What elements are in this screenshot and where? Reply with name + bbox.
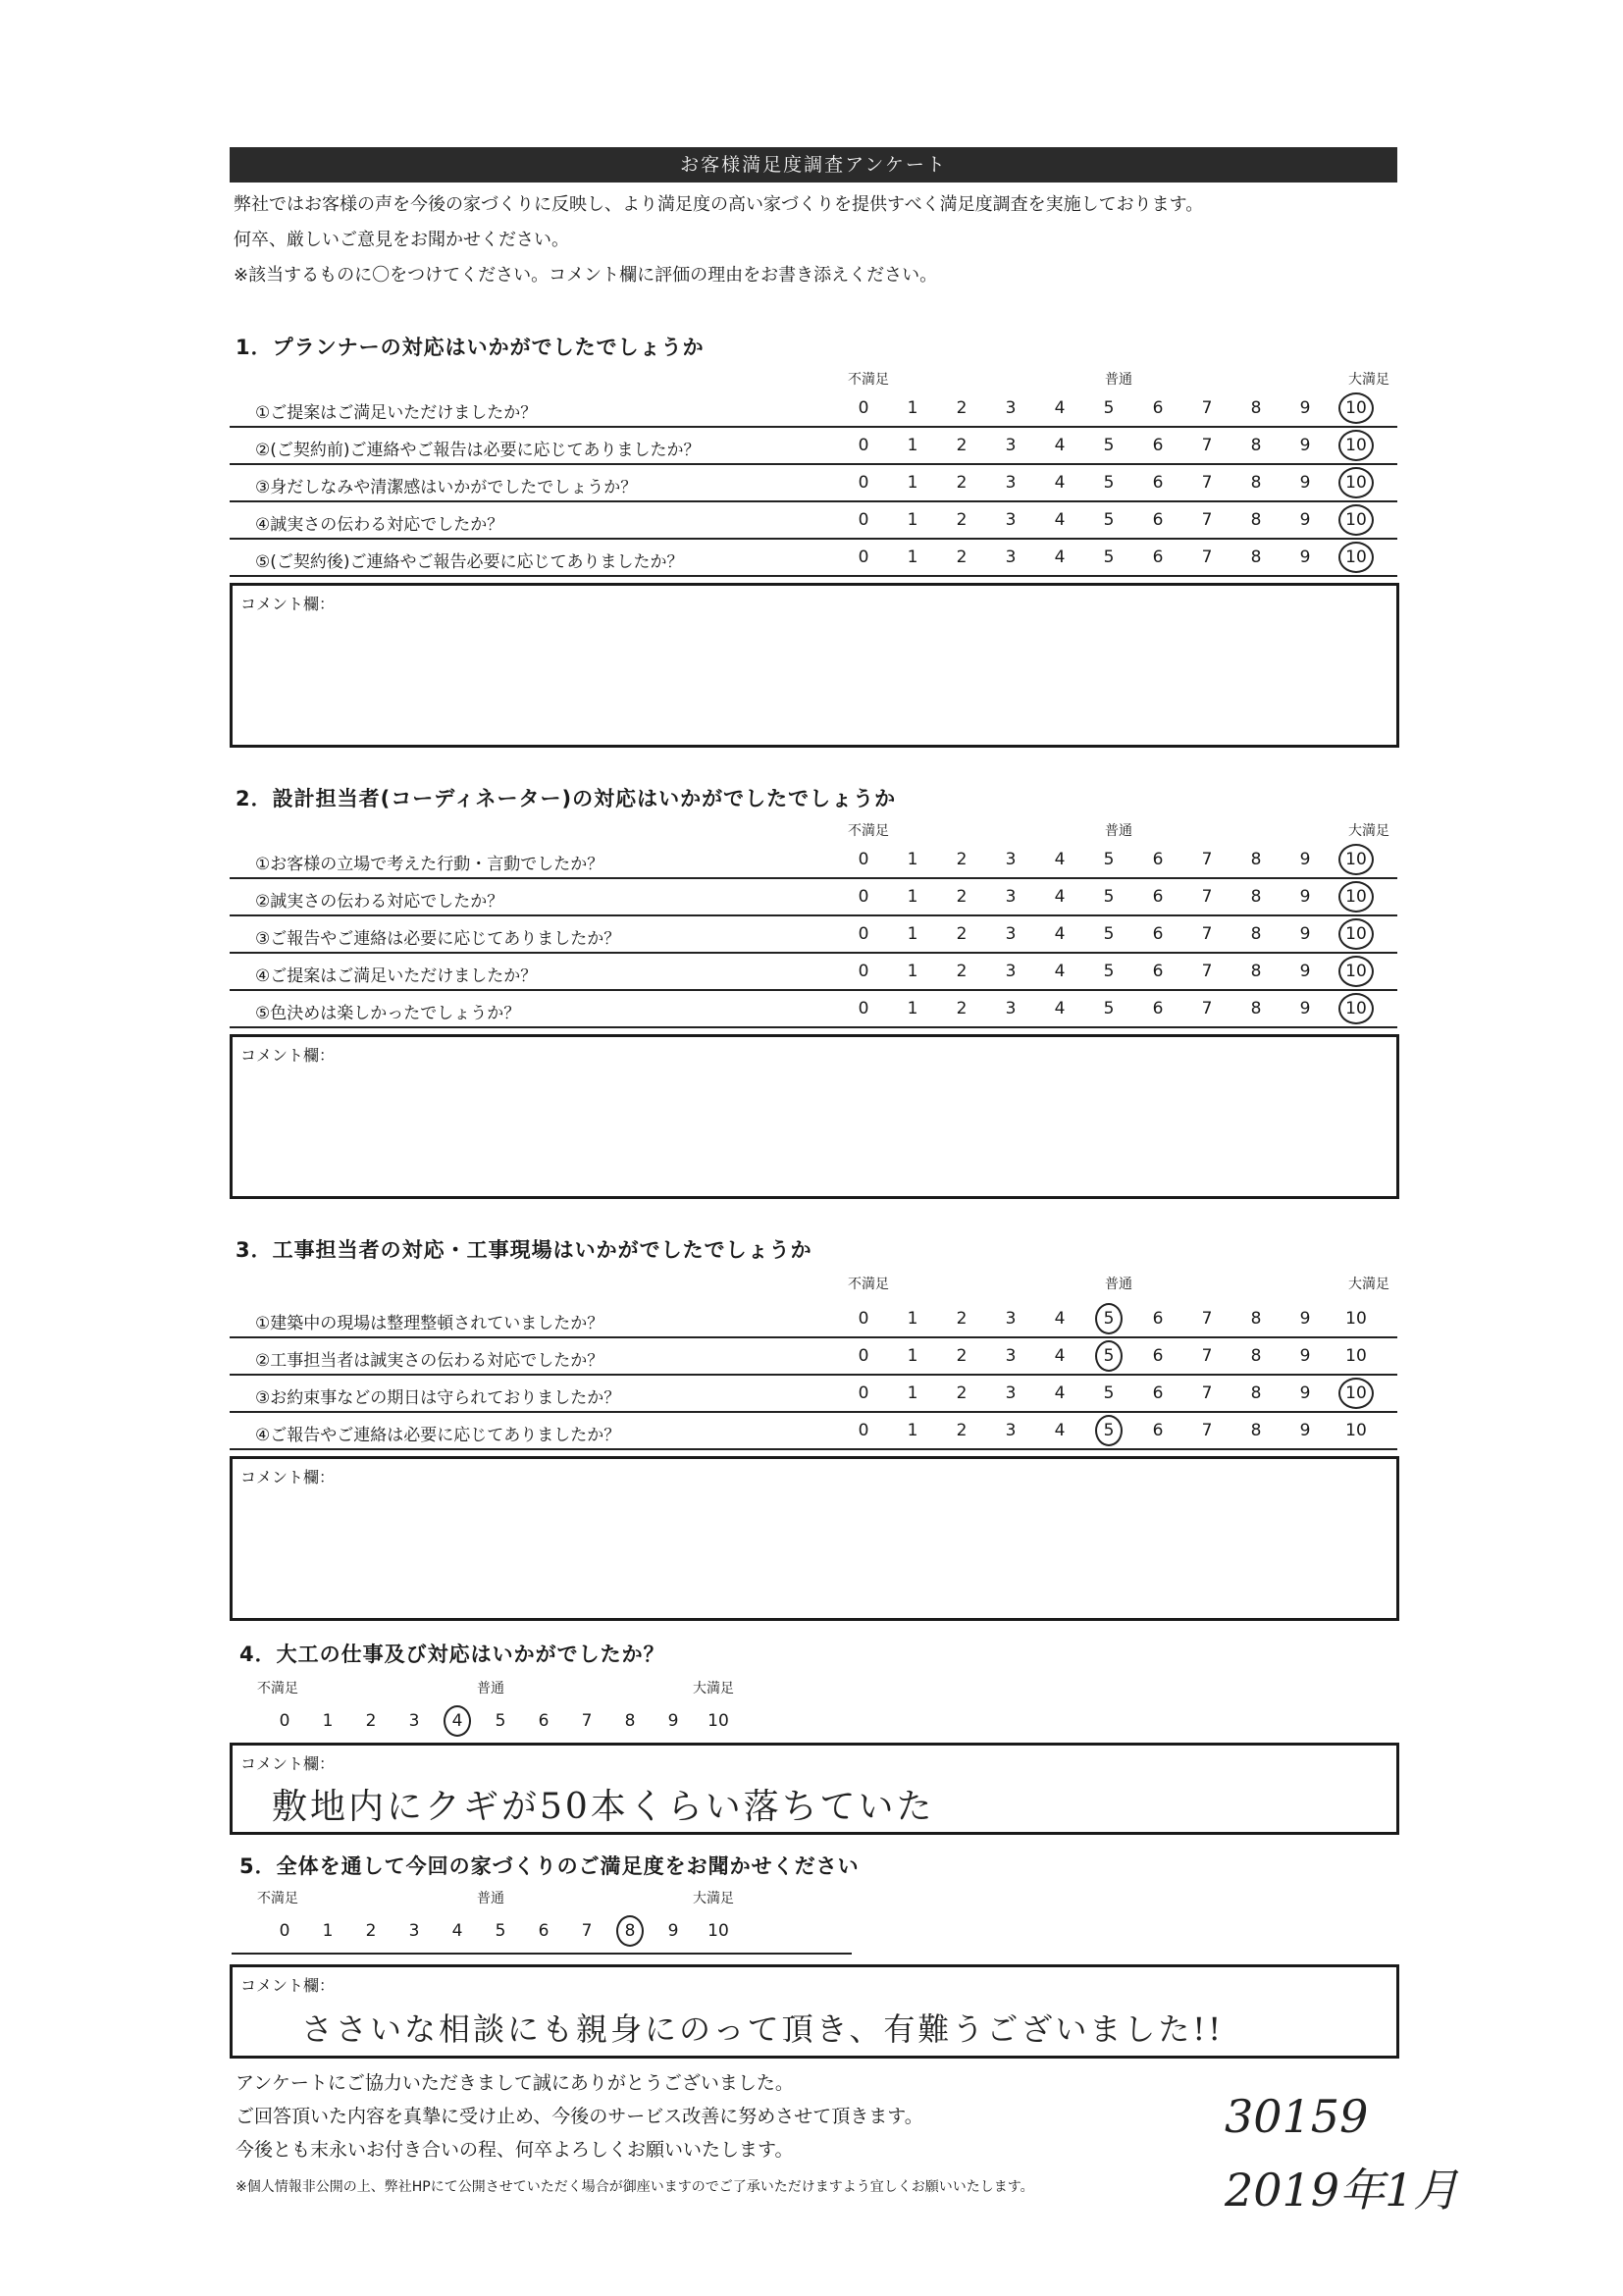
- question-row-divider: [230, 1374, 1397, 1376]
- scale-option-8[interactable]: 8: [1250, 436, 1262, 455]
- selected-circle-mark: [616, 1915, 644, 1947]
- scale-option-7[interactable]: 7: [1201, 436, 1213, 455]
- scale-option-0[interactable]: 0: [858, 999, 869, 1018]
- scale-option-0[interactable]: 0: [858, 887, 869, 907]
- question-row-divider: [230, 426, 1397, 428]
- scale-option-7[interactable]: 7: [1201, 1421, 1213, 1440]
- question-row-divider: [230, 1026, 1397, 1028]
- scale-option-0[interactable]: 0: [858, 962, 869, 981]
- scale-option-7[interactable]: 7: [1201, 548, 1213, 567]
- scale-option-7[interactable]: 7: [1201, 887, 1213, 907]
- scale-option-8[interactable]: 8: [1250, 1309, 1262, 1329]
- scale-mid-label: 普通: [1105, 1277, 1132, 1292]
- intro-line-2: 何卒、厳しいご意見をお聞かせください。: [234, 230, 569, 250]
- section-4-handwritten-comment: 敷地内にクギが50本くらい落ちていた: [272, 1787, 935, 1827]
- scale-option-9[interactable]: 9: [1299, 510, 1311, 530]
- scale-option-8[interactable]: 8: [610, 1921, 650, 1941]
- section-4-title: 4．大工の仕事及び対応はいかがでしたか？: [239, 1643, 665, 1666]
- section-2-comment-box[interactable]: [230, 1034, 1399, 1199]
- scale-option-3[interactable]: 3: [1005, 962, 1017, 981]
- scale-option-1[interactable]: 1: [907, 1421, 918, 1440]
- scale-option-1[interactable]: 1: [907, 548, 918, 567]
- question-row-divider: [230, 989, 1397, 991]
- closing-line-2: ご回答頂いた内容を真摯に受け止め、今後のサービス改善に努めさせて頂きます。: [236, 2106, 923, 2127]
- selected-circle-mark: [1338, 881, 1374, 913]
- scale-option-4[interactable]: 4: [1054, 1421, 1066, 1440]
- comment-label: コメント欄：: [240, 1754, 336, 1773]
- intro-line-3: ※該当するものに〇をつけてください。コメント欄に評価の理由をお書き添えください。: [234, 265, 938, 286]
- scale-option-5[interactable]: 5: [1103, 510, 1115, 530]
- scale-option-5[interactable]: 5: [1103, 850, 1115, 869]
- question-label: ②(ご契約前)ご連絡やご報告は必要に応じてありましたか？: [255, 441, 701, 460]
- intro-line-1: 弊社ではお客様の声を今後の家づくりに反映し、より満足度の高い家づくりを提供すべく満足度調査を実施しております。: [234, 194, 1204, 215]
- scale-option-3[interactable]: 3: [1005, 436, 1017, 455]
- scale-option-7[interactable]: 7: [1201, 1383, 1213, 1403]
- scale-low-label: 不満足: [848, 372, 889, 388]
- question-label: ④ご提案はご満足いただけましたか？: [255, 966, 538, 986]
- scale-option-5[interactable]: 5: [1103, 548, 1115, 567]
- scale-option-7[interactable]: 7: [1201, 924, 1213, 944]
- question-row-divider: [230, 500, 1397, 502]
- scale-option-9[interactable]: 9: [1299, 1309, 1311, 1329]
- scale-option-10[interactable]: 10: [1345, 1346, 1367, 1366]
- scale-option-0[interactable]: 0: [858, 510, 869, 530]
- scale-option-7[interactable]: 7: [581, 1711, 593, 1731]
- survey-title-bar: お客様満足度調査アンケート: [230, 147, 1397, 183]
- question-label: ③身だしなみや清潔感はいかがでしたでしょうか？: [255, 478, 638, 497]
- scale-option-4[interactable]: 4: [1054, 398, 1066, 418]
- scale-option-2[interactable]: 2: [365, 1711, 377, 1731]
- scale-option-0[interactable]: 0: [858, 1421, 869, 1440]
- scale-option-10[interactable]: 10: [707, 1711, 729, 1731]
- scale-option-2[interactable]: 2: [956, 999, 968, 1018]
- scale-option-4[interactable]: 4: [1054, 999, 1066, 1018]
- question-label: ②誠実さの伝わる対応でしたか？: [255, 892, 504, 912]
- section-5-handwritten-comment: ささいな相談にも親身にのって頂き、有難うございました!!: [301, 2010, 1225, 2048]
- scale-option-4[interactable]: 4: [438, 1711, 477, 1731]
- scale-option-5[interactable]: 5: [1103, 887, 1115, 907]
- scale-option-8[interactable]: 8: [1250, 1346, 1262, 1366]
- scale-low-label: 不満足: [848, 823, 889, 839]
- scale-mid-label: 普通: [1105, 823, 1132, 839]
- scale-low-label: 不満足: [257, 1891, 298, 1906]
- question-row-divider: [230, 1336, 1397, 1338]
- scale-option-1[interactable]: 1: [907, 1309, 918, 1329]
- scale-option-7[interactable]: 7: [581, 1921, 593, 1941]
- scale-option-6[interactable]: 6: [1152, 1309, 1164, 1329]
- scale-option-9[interactable]: 9: [1299, 850, 1311, 869]
- scale-option-8[interactable]: 8: [1250, 962, 1262, 981]
- scale-option-2[interactable]: 2: [956, 1421, 968, 1440]
- question-row-divider: [230, 1448, 1397, 1450]
- scale-option-5[interactable]: 5: [1103, 924, 1115, 944]
- selected-circle-mark: [1095, 1303, 1123, 1334]
- scale-option-5[interactable]: 5: [1103, 436, 1115, 455]
- scale-option-10[interactable]: 10: [1336, 924, 1376, 944]
- scale-option-6[interactable]: 6: [538, 1921, 550, 1941]
- scale-option-1[interactable]: 1: [907, 436, 918, 455]
- scale-option-3[interactable]: 3: [1005, 887, 1017, 907]
- scale-option-9[interactable]: 9: [1299, 548, 1311, 567]
- selected-circle-mark: [1338, 542, 1374, 573]
- section-2-title: 2．設計担当者(コーディネーター)の対応はいかがでしたでしょうか: [236, 787, 897, 810]
- scale-option-3[interactable]: 3: [1005, 548, 1017, 567]
- scale-option-9[interactable]: 9: [1299, 999, 1311, 1018]
- scale-option-4[interactable]: 4: [1054, 962, 1066, 981]
- scale-option-0[interactable]: 0: [858, 473, 869, 493]
- scale-option-1[interactable]: 1: [907, 1346, 918, 1366]
- scale-option-4[interactable]: 4: [1054, 1346, 1066, 1366]
- scale-option-4[interactable]: 4: [1054, 548, 1066, 567]
- section-3-title: 3．工事担当者の対応・工事現場はいかがでしたでしょうか: [236, 1238, 812, 1262]
- question-label: ⑤色決めは楽しかったでしょうか？: [255, 1004, 521, 1023]
- scale-option-10[interactable]: 10: [1336, 887, 1376, 907]
- scale-option-5[interactable]: 5: [1103, 999, 1115, 1018]
- comment-label: コメント欄：: [240, 1468, 336, 1487]
- scale-option-9[interactable]: 9: [1299, 887, 1311, 907]
- scale-option-0[interactable]: 0: [279, 1921, 290, 1941]
- scale-option-10[interactable]: 10: [1336, 999, 1376, 1018]
- question-label: ①建築中の現場は整理整頓されていましたか？: [255, 1314, 604, 1333]
- scale-option-2[interactable]: 2: [956, 548, 968, 567]
- scale-option-6[interactable]: 6: [1152, 473, 1164, 493]
- question-row-divider: [230, 463, 1397, 465]
- scale-option-4[interactable]: 4: [451, 1921, 463, 1941]
- scale-option-0[interactable]: 0: [858, 398, 869, 418]
- question-label: ⑤(ご契約後)ご連絡やご報告必要に応じてありましたか？: [255, 552, 684, 572]
- scale-option-5[interactable]: 5: [1089, 1309, 1128, 1329]
- question-label: ④誠実さの伝わる対応でしたか？: [255, 515, 504, 535]
- scale-option-8[interactable]: 8: [1250, 924, 1262, 944]
- scale-option-7[interactable]: 7: [1201, 962, 1213, 981]
- scale-option-6[interactable]: 6: [1152, 510, 1164, 530]
- scale-high-label: 大満足: [1348, 823, 1389, 839]
- scale-option-8[interactable]: 8: [1250, 510, 1262, 530]
- scale-option-9[interactable]: 9: [1299, 1421, 1311, 1440]
- scale-option-10[interactable]: 10: [1336, 510, 1376, 530]
- selected-circle-mark: [1338, 504, 1374, 536]
- scale-option-5[interactable]: 5: [495, 1711, 506, 1731]
- closing-line-1: アンケートにご協力いただきまして誠にありがとうございました。: [236, 2072, 794, 2094]
- section-5-divider: [232, 1953, 852, 1955]
- comment-label: コメント欄：: [240, 1976, 336, 1995]
- question-row-divider: [230, 538, 1397, 540]
- scale-option-3[interactable]: 3: [1005, 1421, 1017, 1440]
- selected-circle-mark: [1338, 1378, 1374, 1409]
- scale-option-1[interactable]: 1: [322, 1711, 334, 1731]
- scale-option-0[interactable]: 0: [858, 924, 869, 944]
- scale-option-8[interactable]: 8: [1250, 1383, 1262, 1403]
- scale-option-9[interactable]: 9: [1299, 1346, 1311, 1366]
- selected-circle-mark: [1338, 430, 1374, 461]
- scale-option-8[interactable]: 8: [1250, 398, 1262, 418]
- scale-option-3[interactable]: 3: [1005, 510, 1017, 530]
- scale-option-5[interactable]: 5: [1089, 1346, 1128, 1366]
- scale-option-10[interactable]: 10: [707, 1921, 729, 1941]
- scale-option-4[interactable]: 4: [1054, 436, 1066, 455]
- comment-label: コメント欄：: [240, 1046, 336, 1065]
- scale-option-0[interactable]: 0: [858, 1346, 869, 1366]
- question-row-divider: [230, 575, 1397, 577]
- question-label: ④ご報告やご連絡は必要に応じてありましたか？: [255, 1426, 621, 1445]
- question-label: ③お約束事などの期日は守られておりましたか？: [255, 1388, 621, 1408]
- scale-option-4[interactable]: 4: [1054, 510, 1066, 530]
- scale-option-5[interactable]: 5: [495, 1921, 506, 1941]
- selected-circle-mark: [1338, 956, 1374, 987]
- scale-option-9[interactable]: 9: [1299, 398, 1311, 418]
- question-label: ③ご報告やご連絡は必要に応じてありましたか？: [255, 929, 621, 949]
- scale-option-1[interactable]: 1: [907, 510, 918, 530]
- scale-option-2[interactable]: 2: [956, 473, 968, 493]
- scale-option-3[interactable]: 3: [1005, 850, 1017, 869]
- scale-option-9[interactable]: 9: [1299, 924, 1311, 944]
- section-5-comment-box[interactable]: [230, 1964, 1399, 2059]
- scale-option-10[interactable]: 10: [1345, 1309, 1367, 1329]
- scale-option-6[interactable]: 6: [538, 1711, 550, 1731]
- question-row-divider: [230, 914, 1397, 916]
- scale-option-4[interactable]: 4: [1054, 850, 1066, 869]
- selected-circle-mark: [1338, 392, 1374, 424]
- scale-option-9[interactable]: 9: [1299, 1383, 1311, 1403]
- scale-option-7[interactable]: 7: [1201, 999, 1213, 1018]
- scale-option-3[interactable]: 3: [1005, 398, 1017, 418]
- scale-option-8[interactable]: 8: [1250, 473, 1262, 493]
- scale-option-1[interactable]: 1: [322, 1921, 334, 1941]
- question-label: ①お客様の立場で考えた行動・言動でしたか？: [255, 855, 604, 874]
- scale-option-6[interactable]: 6: [1152, 398, 1164, 418]
- scale-option-4[interactable]: 4: [1054, 473, 1066, 493]
- scale-option-6[interactable]: 6: [1152, 1421, 1164, 1440]
- scale-option-10[interactable]: 10: [1336, 962, 1376, 981]
- scale-option-7[interactable]: 7: [1201, 473, 1213, 493]
- question-row-divider: [230, 952, 1397, 954]
- scale-option-7[interactable]: 7: [1201, 1309, 1213, 1329]
- scale-option-6[interactable]: 6: [1152, 1346, 1164, 1366]
- selected-circle-mark: [1095, 1340, 1123, 1372]
- question-row-divider: [230, 1411, 1397, 1413]
- scale-option-10[interactable]: 10: [1336, 398, 1376, 418]
- scale-high-label: 大満足: [1348, 1277, 1389, 1292]
- scale-option-8[interactable]: 8: [1250, 1421, 1262, 1440]
- scale-option-7[interactable]: 7: [1201, 850, 1213, 869]
- question-row-divider: [230, 877, 1397, 879]
- scale-low-label: 不満足: [257, 1681, 298, 1696]
- scale-option-1[interactable]: 1: [907, 473, 918, 493]
- scale-option-8[interactable]: 8: [1250, 850, 1262, 869]
- scale-option-1[interactable]: 1: [907, 850, 918, 869]
- scale-option-1[interactable]: 1: [907, 999, 918, 1018]
- scale-option-8[interactable]: 8: [1250, 548, 1262, 567]
- scale-option-10[interactable]: 10: [1336, 1383, 1376, 1403]
- scale-option-2[interactable]: 2: [365, 1921, 377, 1941]
- scale-option-7[interactable]: 7: [1201, 1346, 1213, 1366]
- scale-option-8[interactable]: 8: [1250, 999, 1262, 1018]
- scale-low-label: 不満足: [848, 1277, 889, 1292]
- scale-option-9[interactable]: 9: [667, 1921, 679, 1941]
- scale-option-0[interactable]: 0: [858, 1309, 869, 1329]
- scale-option-5[interactable]: 5: [1103, 398, 1115, 418]
- selected-circle-mark: [1095, 1415, 1123, 1446]
- scale-option-2[interactable]: 2: [956, 398, 968, 418]
- scale-option-4[interactable]: 4: [1054, 1309, 1066, 1329]
- scale-option-3[interactable]: 3: [408, 1711, 420, 1731]
- scale-mid-label: 普通: [477, 1891, 504, 1906]
- scale-high-label: 大満足: [693, 1681, 734, 1696]
- scale-mid-label: 普通: [477, 1681, 504, 1696]
- scale-option-1[interactable]: 1: [907, 398, 918, 418]
- section-5-title: 5．全体を通して今回の家づくりのご満足度をお聞かせください: [239, 1854, 860, 1878]
- scale-option-3[interactable]: 3: [1005, 1383, 1017, 1403]
- scale-option-2[interactable]: 2: [956, 1309, 968, 1329]
- scale-option-8[interactable]: 8: [1250, 887, 1262, 907]
- scale-option-2[interactable]: 2: [956, 1383, 968, 1403]
- scale-option-3[interactable]: 3: [1005, 1309, 1017, 1329]
- handwritten-id: 30159: [1225, 2090, 1369, 2143]
- closing-line-3: 今後とも末永いお付き合いの程、何卒よろしくお願いいたします。: [236, 2139, 794, 2161]
- scale-option-9[interactable]: 9: [1299, 436, 1311, 455]
- selected-circle-mark: [444, 1705, 471, 1737]
- section-4-comment-box[interactable]: [230, 1743, 1399, 1835]
- scale-option-6[interactable]: 6: [1152, 924, 1164, 944]
- scale-option-3[interactable]: 3: [408, 1921, 420, 1941]
- scale-option-9[interactable]: 9: [1299, 473, 1311, 493]
- question-label: ①ご提案はご満足いただけましたか？: [255, 403, 538, 423]
- scale-option-0[interactable]: 0: [858, 548, 869, 567]
- question-label: ②工事担当者は誠実さの伝わる対応でしたか？: [255, 1351, 604, 1371]
- scale-option-9[interactable]: 9: [667, 1711, 679, 1731]
- selected-circle-mark: [1338, 918, 1374, 950]
- scale-option-6[interactable]: 6: [1152, 436, 1164, 455]
- scale-high-label: 大満足: [693, 1891, 734, 1906]
- scale-option-5[interactable]: 5: [1103, 962, 1115, 981]
- scale-option-1[interactable]: 1: [907, 887, 918, 907]
- scale-option-4[interactable]: 4: [1054, 887, 1066, 907]
- scale-option-6[interactable]: 6: [1152, 850, 1164, 869]
- privacy-footnote: ※個人情報非公開の上、弊社HPにて公開させていただく場合が御座いますのでご了承いただけますよう宜しくお願いいたします。: [236, 2179, 1034, 2195]
- scale-option-7[interactable]: 7: [1201, 398, 1213, 418]
- selected-circle-mark: [1338, 993, 1374, 1024]
- scale-option-10[interactable]: 10: [1336, 850, 1376, 869]
- scale-option-10[interactable]: 10: [1336, 548, 1376, 567]
- scale-option-2[interactable]: 2: [956, 850, 968, 869]
- scale-option-1[interactable]: 1: [907, 924, 918, 944]
- scale-option-4[interactable]: 4: [1054, 1383, 1066, 1403]
- selected-circle-mark: [1338, 844, 1374, 875]
- scale-option-5[interactable]: 5: [1103, 1383, 1115, 1403]
- scale-option-5[interactable]: 5: [1103, 473, 1115, 493]
- scale-option-4[interactable]: 4: [1054, 924, 1066, 944]
- comment-label: コメント欄：: [240, 595, 336, 613]
- scale-option-6[interactable]: 6: [1152, 548, 1164, 567]
- scale-option-10[interactable]: 10: [1345, 1421, 1367, 1440]
- scale-option-9[interactable]: 9: [1299, 962, 1311, 981]
- scale-option-10[interactable]: 10: [1336, 473, 1376, 493]
- scale-option-8[interactable]: 8: [624, 1711, 636, 1731]
- scale-option-0[interactable]: 0: [279, 1711, 290, 1731]
- scale-option-3[interactable]: 3: [1005, 473, 1017, 493]
- section-3-comment-box[interactable]: [230, 1456, 1399, 1621]
- scale-option-0[interactable]: 0: [858, 436, 869, 455]
- scale-option-2[interactable]: 2: [956, 1346, 968, 1366]
- scale-option-6[interactable]: 6: [1152, 999, 1164, 1018]
- section-1-title: 1．プランナーの対応はいかがでしたでしょうか: [236, 336, 705, 359]
- scale-option-2[interactable]: 2: [956, 924, 968, 944]
- scale-option-1[interactable]: 1: [907, 1383, 918, 1403]
- scale-option-6[interactable]: 6: [1152, 887, 1164, 907]
- scale-high-label: 大満足: [1348, 372, 1389, 388]
- scale-option-7[interactable]: 7: [1201, 510, 1213, 530]
- scale-option-2[interactable]: 2: [956, 887, 968, 907]
- scale-option-10[interactable]: 10: [1336, 436, 1376, 455]
- scale-option-2[interactable]: 2: [956, 510, 968, 530]
- scale-option-0[interactable]: 0: [858, 1383, 869, 1403]
- scale-option-3[interactable]: 3: [1005, 924, 1017, 944]
- scale-option-6[interactable]: 6: [1152, 1383, 1164, 1403]
- scale-option-6[interactable]: 6: [1152, 962, 1164, 981]
- scale-option-3[interactable]: 3: [1005, 999, 1017, 1018]
- scale-option-3[interactable]: 3: [1005, 1346, 1017, 1366]
- section-1-comment-box[interactable]: [230, 583, 1399, 748]
- scale-option-1[interactable]: 1: [907, 962, 918, 981]
- scale-option-2[interactable]: 2: [956, 436, 968, 455]
- scale-option-2[interactable]: 2: [956, 962, 968, 981]
- handwritten-date: 2019年1月: [1225, 2164, 1459, 2217]
- selected-circle-mark: [1338, 467, 1374, 498]
- scale-option-5[interactable]: 5: [1089, 1421, 1128, 1440]
- scale-option-0[interactable]: 0: [858, 850, 869, 869]
- scale-mid-label: 普通: [1105, 372, 1132, 388]
